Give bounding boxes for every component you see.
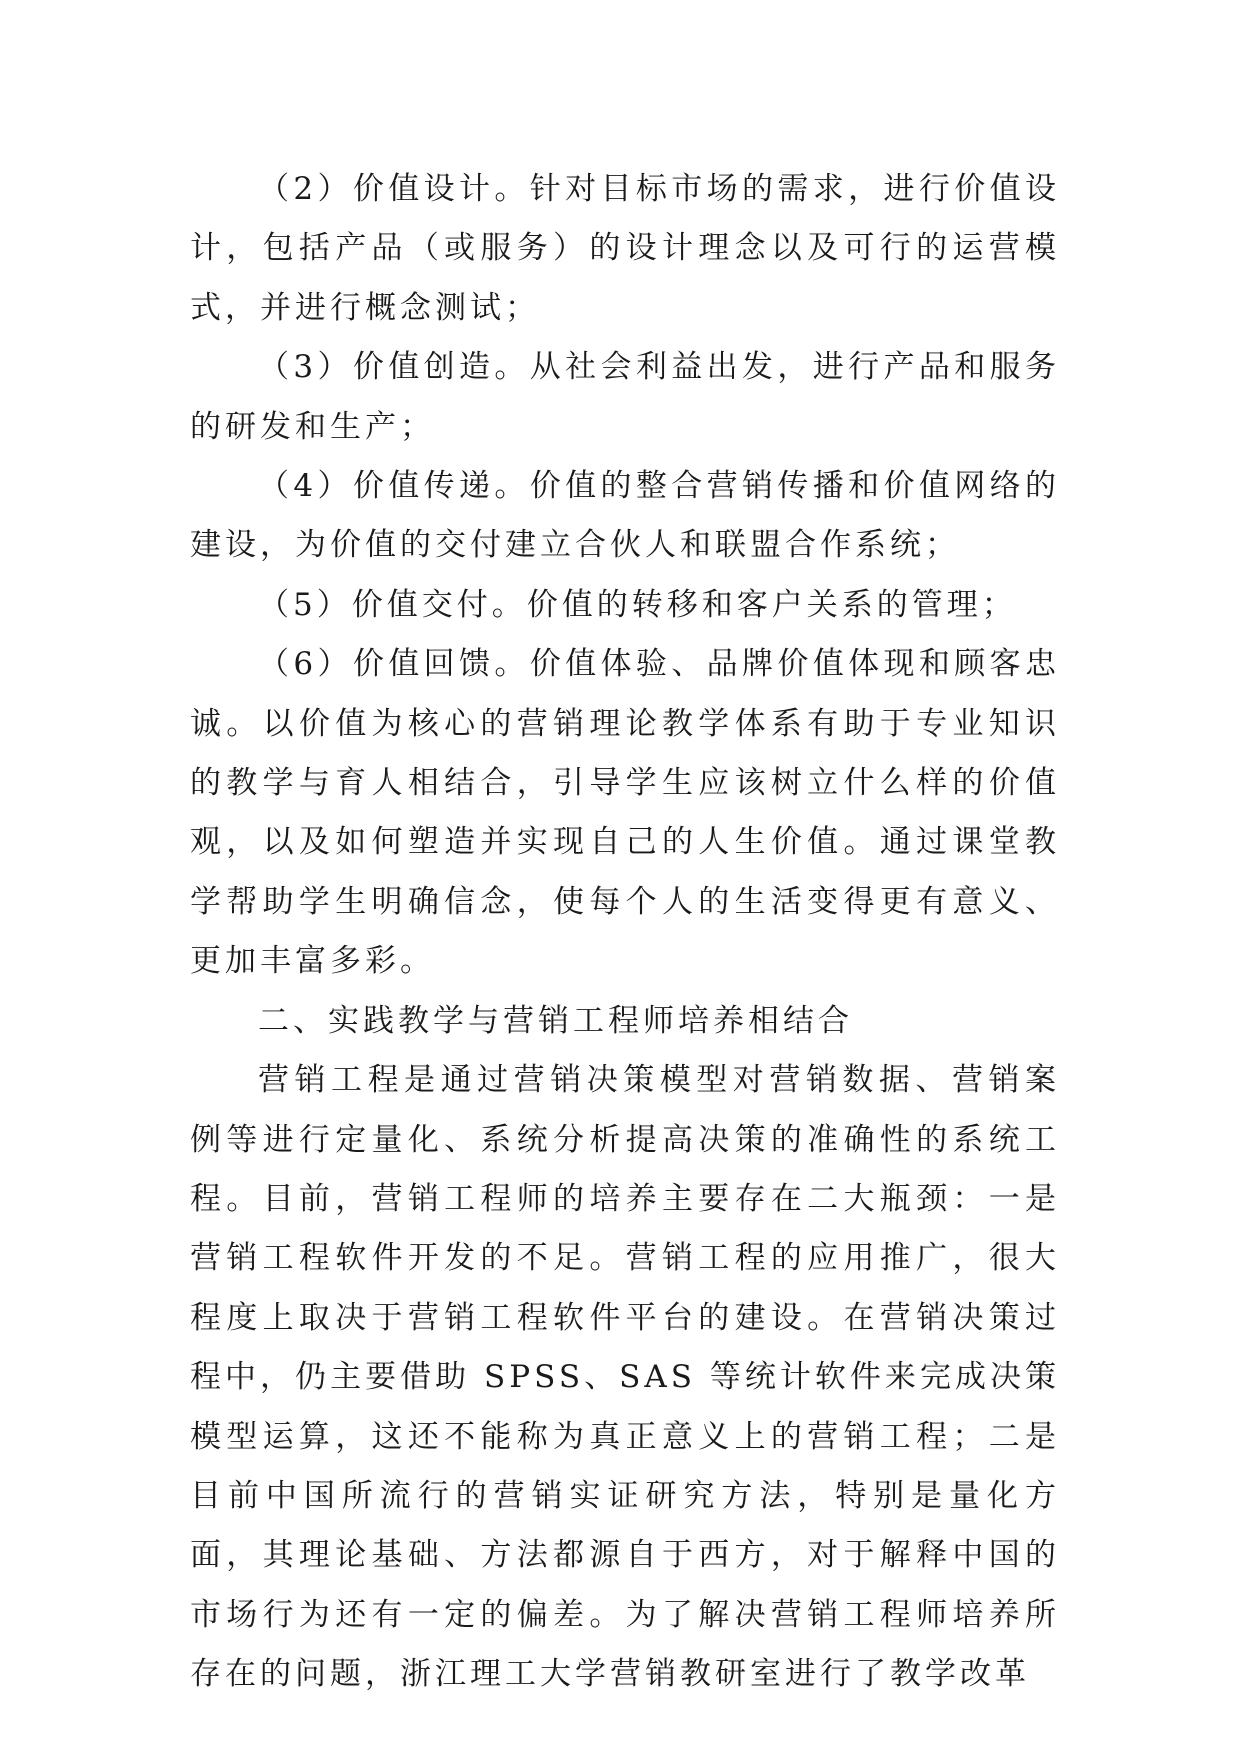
section-heading: 二、实践教学与营销工程师培养相结合: [258, 1002, 853, 1039]
document-body: [190, 160, 1060, 1705]
paragraph-value-transfer: （5）价值交付。价值的转移和客户关系的管理；: [258, 586, 1017, 623]
paragraph-value-feedback: （6）价值回馈。价值体验、品牌价值体现和顾客忠诚。以价值为核心的营销理论教学体系有助于专业知识的教学与育人相结合，引导学生应该树立什么样的价值观，以及如何塑造并实现自己的人生价值。通过课堂教学帮助学生明确信念，使每个人的生活变得更有意义、更加丰富多彩。: [190, 646, 1060, 980]
paragraph-marketing-engineering: 营销工程是通过营销决策模型对营销数据、营销案例等进行定量化、系统分析提高决策的准确性的系统工程。目前，营销工程师的培养主要存在二大瓶颈：一是营销工程软件开发的不足。营销工程的应用推广，很大程度上取决于营销工程软件平台的建设。在营销决策过程中，仍主要借助 SPSS、SAS 等统计软件来完成决策模型运算，这还不能称为真正意义上的营销工程；二是目前中国所流行的营销实证研究方法，特别是量化方面，其理论基础、方法都源自于西方，对于解释中国的市场行为还有一定的偏差。为了解决营销工程师培养所存在的问题，浙江理工大学营销教研室进行了教学改革: [190, 1062, 1060, 1693]
paragraph-value-delivery: （4）价值传递。价值的整合营销传播和价值网络的建设，为价值的交付建立合伙人和联盟合作系统；: [190, 468, 1060, 564]
paragraph-value-creation: （3）价值创造。从社会利益出发，进行产品和服务的研发和生产；: [190, 349, 1060, 445]
paragraph-value-design: （2）价值设计。针对目标市场的需求，进行价值设计，包括产品（或服务）的设计理念以及可行的运营模式，并进行概念测试；: [190, 171, 1060, 326]
